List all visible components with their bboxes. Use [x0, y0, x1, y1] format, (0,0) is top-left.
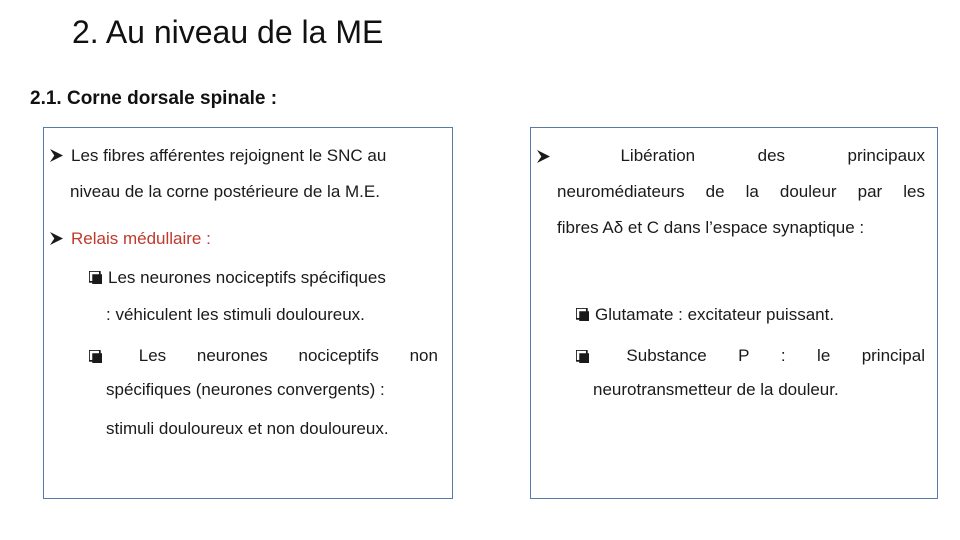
left-sub-bullet-2-line-3: stimuli douloureux et non douloureux.	[106, 419, 389, 438]
right-sub-bullet-2-line-2: neurotransmetteur de la douleur.	[593, 380, 839, 399]
right-bullet-word: des	[757, 146, 786, 165]
right-sub-bullet-2	[576, 346, 925, 366]
section-subtitle: 2.1. Corne dorsale spinale :	[30, 88, 278, 109]
right-sub-bullet-1	[576, 305, 834, 325]
left-sub-bullet-2-word: Les	[138, 346, 167, 365]
square-bullet-icon	[576, 350, 589, 363]
left-sub-bullet-2	[89, 346, 438, 366]
left-sub-bullet-2-line-2: spécifiques (neurones convergents) :	[106, 380, 385, 399]
left-bullet-1-line-2: niveau de la corne postérieure de la M.E.	[70, 182, 380, 201]
right-bullet-word: Libération	[620, 146, 696, 165]
right-sub-bullet-2-word: Substance	[626, 346, 707, 365]
arrow-bullet-icon	[537, 150, 550, 163]
square-bullet-icon	[89, 350, 102, 363]
right-bullet-line-2: neuromédiateurs de la douleur par les	[557, 182, 925, 201]
left-bullet-2	[50, 229, 211, 249]
slide-title: 2. Au niveau de la ME	[72, 14, 384, 50]
right-bullet	[537, 146, 925, 166]
square-bullet-icon	[89, 271, 102, 284]
arrow-bullet-icon	[50, 232, 63, 245]
right-sub-bullet-2-word: P	[738, 346, 750, 365]
left-sub-bullet-2-word: non	[409, 346, 438, 365]
square-bullet-icon	[576, 308, 589, 321]
glutamate-text: Glutamate : excitateur puissant.	[595, 305, 835, 324]
right-sub-bullet-2-word: principal	[861, 346, 925, 365]
left-sub-bullet-2-word: nociceptifs	[298, 346, 379, 365]
left-bullet-1-line-1: Les fibres afférentes rejoignent le SNC au	[71, 146, 387, 165]
relais-medullaire-label: Relais médullaire :	[71, 229, 211, 248]
arrow-bullet-icon	[50, 149, 63, 162]
left-sub-bullet-1-line-2: : véhiculent les stimuli douloureux.	[106, 305, 365, 324]
left-sub-bullet-1-line-1: Les neurones nociceptifs spécifiques	[108, 268, 386, 287]
left-sub-bullet-1	[89, 268, 386, 288]
right-bullet-line-3: fibres Aδ et C dans l’espace synaptique :	[557, 218, 865, 237]
left-bullet-1	[50, 146, 386, 166]
left-sub-bullet-2-word: neurones	[196, 346, 268, 365]
right-bullet-word: principaux	[847, 146, 925, 165]
right-sub-bullet-2-word: :	[780, 346, 786, 365]
right-sub-bullet-2-word: le	[817, 346, 831, 365]
